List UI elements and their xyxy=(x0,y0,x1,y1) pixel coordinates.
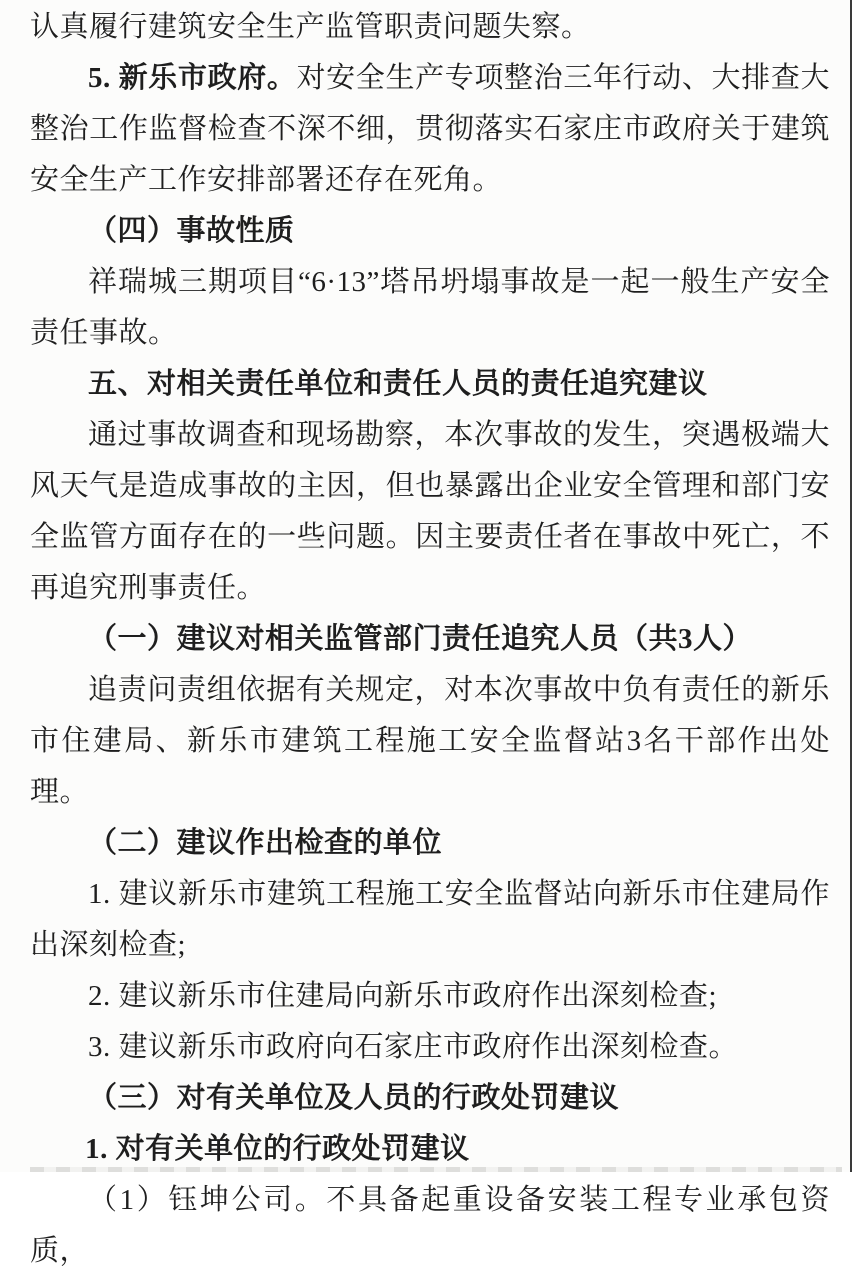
paragraph-text: 对安全生产专项整治三年行动、大排查大整治工作监督检查不深不细，贯彻落实石家庄市政府关于建筑安全生产工作安排部署还存在死角。 xyxy=(30,62,830,196)
paragraph: 追责问责组依据有关规定，对本次事故中负有责任的新乐市住建局、新乐市建筑工程施工安全监督站3名干部作出处理。 xyxy=(30,674,830,808)
paragraph: 3. 建议新乐市政府向石家庄市政府作出深刻检查。 xyxy=(88,1031,739,1063)
paragraph-continuation: 认真履行建筑安全生产监管职责问题失察。 xyxy=(30,11,591,43)
section-heading-level2: （一）建议对相关监管部门责任追究人员（共3人） xyxy=(88,623,753,655)
section-heading-level2: （三）对有关单位及人员的行政处罚建议 xyxy=(88,1082,620,1114)
paragraph: 祥瑞城三期项目“6·13”塔吊坍塌事故是一起一般生产安全责任事故。 xyxy=(30,266,830,349)
paragraph-bold-lead: 5. 新乐市政府。 xyxy=(88,62,297,94)
section-heading-level2: （二）建议作出检查的单位 xyxy=(88,827,443,859)
section-heading-level3: 1. 对有关单位的行政处罚建议 xyxy=(85,1133,470,1165)
section-heading-level2: （四）事故性质 xyxy=(88,215,295,247)
paragraph: 1. 建议新乐市建筑工程施工安全监督站向新乐市住建局作出深刻检查; xyxy=(30,878,830,961)
page-bottom-cutoff-artifact xyxy=(30,1167,842,1172)
section-heading-level1: 五、对相关责任单位和责任人员的责任追究建议 xyxy=(88,368,708,400)
document-body xyxy=(30,2,830,1277)
paragraph: 2. 建议新乐市住建局向新乐市政府作出深刻检查; xyxy=(88,980,718,1012)
paragraph xyxy=(30,53,830,206)
paragraph: （1）钰坤公司。不具备起重设备安装工程专业承包资质， xyxy=(30,1184,830,1267)
paragraph: 通过事故调查和现场勘察，本次事故的发生，突遇极端大风天气是造成事故的主因，但也暴露出企业安全管理和部门安全监管方面存在的一些问题。因主要责任者在事故中死亡，不再追究刑事责任。 xyxy=(30,419,830,604)
